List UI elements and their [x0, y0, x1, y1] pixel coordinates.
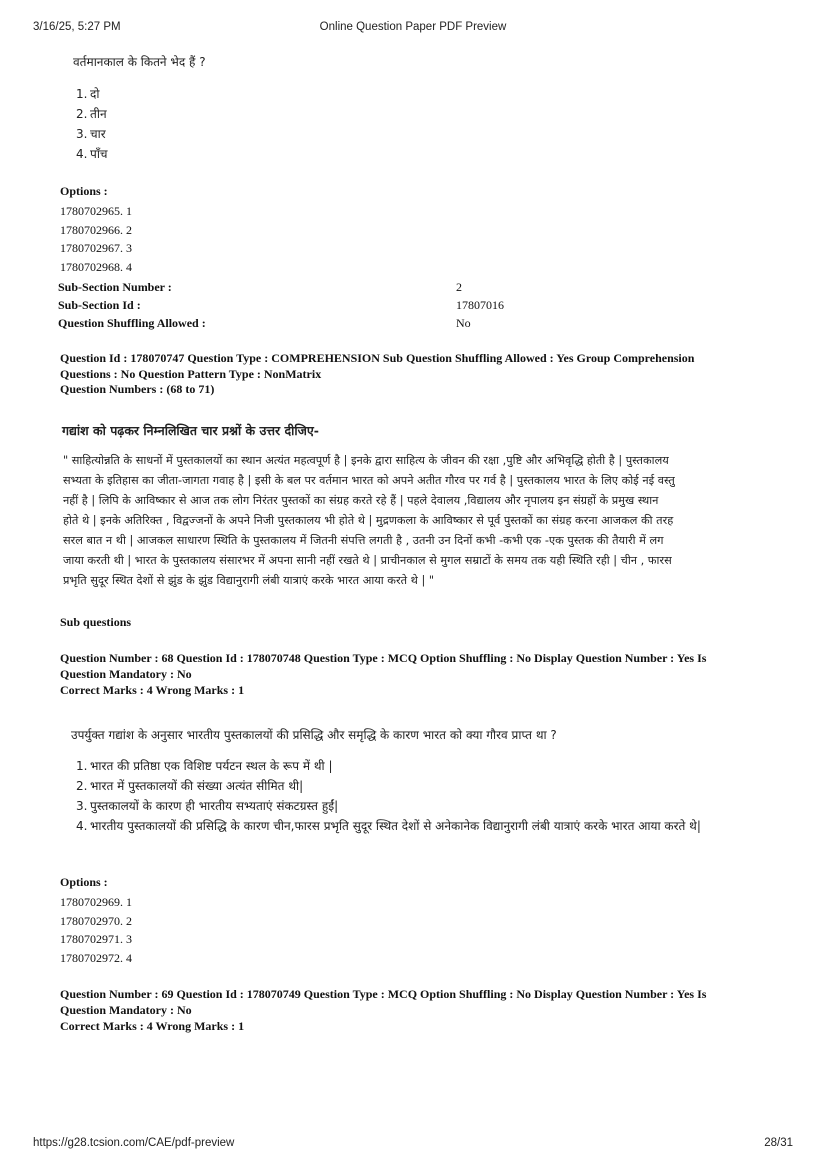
page-footer [33, 1137, 793, 1151]
comprehension-meta: Question Id : 178070747 Question Type : COMPREHENSION Sub Question Shuffling Allowed : Yes Group Comprehension Questions : No Question Pattern Type : NonMatrix Question Numbers : (68 to 71) [60, 351, 695, 396]
options-label: Options : [60, 875, 108, 889]
option-item: 4. पाँच [76, 147, 108, 161]
option-id: 1780702966. 2 [60, 222, 132, 237]
option-list [76, 84, 108, 164]
option-item: 3. चार [76, 127, 106, 141]
option-id: 1780702969. 1 [60, 895, 132, 909]
options-label: Options : [60, 184, 108, 198]
question-68-options [76, 756, 766, 836]
option-id-list [60, 893, 132, 968]
option-item: 2. तीन [76, 107, 107, 121]
question-69-meta: Question Number : 69 Question Id : 178070749 Question Type : MCQ Option Shuffling : No Display Question Number : Yes Is Question Mandatory : No Correct Marks : 4 Wrong Marks : 1 [60, 987, 707, 1033]
option-id-list [60, 202, 132, 277]
question-text: वर्तमानकाल के कितने भेद हैं ? [73, 55, 206, 69]
option-item: 2. भारत में पुस्तकालयों की संख्या अत्यंत सीमित थी| [76, 779, 304, 793]
option-item: 1. भारत की प्रतिष्ठा एक विशिष्ट पर्यटन स्थल के रूप में थी | [76, 759, 333, 773]
question-68-meta: Question Number : 68 Question Id : 178070748 Question Type : MCQ Option Shuffling : No Display Question Number : Yes Is Question Mandatory : No Correct Marks : 4 Wrong Marks : 1 [60, 651, 707, 697]
subsection-row: Sub-Section Id : 17807016 [58, 298, 504, 312]
subsection-row: Question Shuffling Allowed : No [58, 316, 471, 330]
subsection-info [58, 278, 618, 332]
option-id: 1780702968. 4 [60, 260, 132, 275]
comprehension-passage: " साहित्योन्नति के साधनों में पुस्तकालयों का स्थान अत्यंत महत्वपूर्ण है | इनके द्वारा साहित्य के जीवन की रक्षा ,पुष्टि और अभिवृद्धि होती है | पुस्तकालय सभ्यता के इतिहास का जीता-जागता गवाह है | इसी के बल पर वर्तमान भारत को अपने अतीत गौरव पर गर्व है | पुस्तकालय भारत के लिए कोई नई वस्तु नहीं है | लिपि के आविष्कार से आज तक लोग निरंतर पुस्तकों का संग्रह करते रहे हैं | पहले देवालय ,विद्यालय और नृपालय इन संग्रहों के प्रमुख स्थान होते थे | इनके अतिरिक्त , विद्वज्जनों के अपने निजी पुस्तकालय भी होते थे | मुद्रणकला के आविष्कार से पूर्व पुस्तकों का संग्रह करना आजकल की तरह सरल बात न थी | आजकल साधारण स्थिति के पुस्तकालय में जितनी संपत्ति लगती है , उतनी उन दिनों कभी -कभी एक -एक पुस्तक की तैयारी में लग जाया करती थी | भारत के पुस्तकालय संसारभर में अपना सानी नहीं रखते थे | प्राचीनकाल से मुगल सम्राटों के समय तक यही स्थिति रही | चीन , फारस प्रभृति सुदूर स्थित देशों से झुंड के झुंड विद्यानुरागी लंबी यात्राएं करके भारत आया करते थे | " [63, 454, 675, 587]
document-title: Online Question Paper PDF Preview [319, 21, 507, 33]
page-header [33, 21, 793, 35]
option-id: 1780702965. 1 [60, 204, 132, 218]
option-id: 1780702971. 3 [60, 932, 132, 947]
print-datetime: 3/16/25, 5:27 PM [33, 21, 121, 33]
option-id: 1780702967. 3 [60, 241, 132, 256]
page-number: 28/31 [764, 1137, 793, 1149]
option-item: 4. भारतीय पुस्तकालयों की प्रसिद्धि के कारण चीन,फारस प्रभृति सुदूर स्थित देशों से अनेकानेक विद्यानुरागी लंबी यात्राएं करके भारत आया करते थे| [76, 819, 701, 833]
subsection-row: Sub-Section Number : 2 [58, 280, 462, 294]
option-item: 1. दो [76, 87, 100, 101]
question-68-text: उपर्युक्त गद्यांश के अनुसार भारतीय पुस्तकालयों की प्रसिद्धि और समृद्धि के कारण भारत को क्या गौरव प्राप्त था ? [71, 728, 557, 742]
comprehension-instruction: गद्यांश को पढ़कर निम्नलिखित चार प्रश्नों के उत्तर दीजिए- [62, 423, 319, 438]
sub-questions-label: Sub questions [60, 615, 132, 629]
option-id: 1780702972. 4 [60, 951, 132, 966]
page-url[interactable]: https://g28.tcsion.com/CAE/pdf-preview [33, 1137, 235, 1149]
option-id: 1780702970. 2 [60, 913, 132, 928]
option-item: 3. पुस्तकालयों के कारण ही भारतीय सभ्यताएं संकटग्रस्त हुईं| [76, 799, 339, 813]
